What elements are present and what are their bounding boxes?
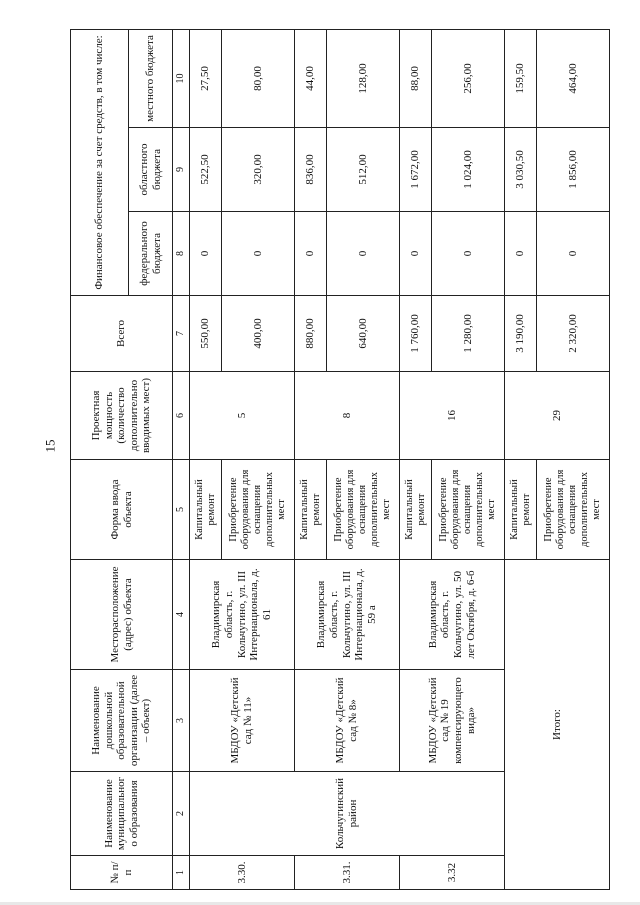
- total-cell: 1 280,00: [432, 296, 505, 372]
- federal-cell: 0: [222, 212, 295, 296]
- form-cell: Капитальный ремонт: [190, 460, 222, 560]
- location-cell: Владимирская область, г. Кольчугино, ул. 50 лет Октября, д. 6-б: [399, 560, 504, 670]
- federal-cell: 0: [190, 212, 222, 296]
- header-capacity: Проектная мощность (количество дополнительно вводимых мест): [71, 372, 173, 460]
- table-row: [190, 29, 222, 889]
- page-number: 15: [42, 439, 58, 453]
- header-total: Всего: [71, 296, 173, 372]
- header-federal: федерального бюджета: [129, 212, 173, 296]
- capacity-cell: 8: [294, 372, 399, 460]
- header-municipality: Наименование муниципального образования: [71, 772, 173, 856]
- form-cell: Капитальный ремонт: [504, 460, 536, 560]
- location-cell: Владимирская область, г. Кольчугино, ул. III Интернационала, д. 59 а: [294, 560, 399, 670]
- col-number: 5: [173, 460, 190, 560]
- table-rotation-frame: [70, 30, 610, 890]
- regional-cell: 320,00: [222, 128, 295, 212]
- col-number: 8: [173, 212, 190, 296]
- header-regional: областного бюджета: [129, 128, 173, 212]
- header-local: местного бюджета: [129, 29, 173, 127]
- federal-cell: 0: [537, 212, 610, 296]
- total-cell: 2 320,00: [537, 296, 610, 372]
- federal-cell: 0: [432, 212, 505, 296]
- header-form: Форма ввода объекта: [71, 460, 173, 560]
- itogo-label: Итого:: [504, 560, 609, 890]
- row-num: 3.32: [399, 856, 504, 890]
- regional-cell: 1 856,00: [537, 128, 610, 212]
- form-cell: Капитальный ремонт: [294, 460, 326, 560]
- header-location: Месторасположение (адрес) объекта: [71, 560, 173, 670]
- local-cell: 128,00: [327, 29, 400, 127]
- organization-cell: МБДОУ «Детский сад № 8»: [294, 670, 399, 772]
- regional-cell: 522,50: [190, 128, 222, 212]
- rotated-table-container: [70, 30, 610, 890]
- organization-cell: МБДОУ «Детский сад № 11»: [190, 670, 295, 772]
- local-cell: 88,00: [399, 29, 431, 127]
- form-cell: Приобретение оборудования для оснащения дополнительных мест: [327, 460, 400, 560]
- col-number: 3: [173, 670, 190, 772]
- federal-cell: 0: [399, 212, 431, 296]
- federal-cell: 0: [327, 212, 400, 296]
- organization-cell: МБДОУ «Детский сад № 19 компенсирующего вида»: [399, 670, 504, 772]
- location-cell: Владимирская область, г. Кольчугино, ул. III Интернационала, д. 61: [190, 560, 295, 670]
- form-cell: Капитальный ремонт: [399, 460, 431, 560]
- regional-cell: 836,00: [294, 128, 326, 212]
- total-cell: 550,00: [190, 296, 222, 372]
- local-cell: 80,00: [222, 29, 295, 127]
- financing-table: [70, 29, 610, 890]
- form-cell: Приобретение оборудования для оснащения дополнительных мест: [537, 460, 610, 560]
- regional-cell: 1 024,00: [432, 128, 505, 212]
- regional-cell: 3 030,50: [504, 128, 536, 212]
- municipality-cell: Кольчугинский район: [190, 772, 505, 856]
- regional-cell: 1 672,00: [399, 128, 431, 212]
- total-cell: 640,00: [327, 296, 400, 372]
- total-row: [504, 29, 536, 889]
- capacity-cell: 29: [504, 372, 609, 460]
- col-number: 4: [173, 560, 190, 670]
- total-cell: 3 190,00: [504, 296, 536, 372]
- total-cell: 1 760,00: [399, 296, 431, 372]
- row-num: 3.30.: [190, 856, 295, 890]
- header-organization: Наименование дошкольной образовательной организации (далее – объект): [71, 670, 173, 772]
- header-num: № п/п: [71, 856, 173, 890]
- row-num: 3.31.: [294, 856, 399, 890]
- local-cell: 159,50: [504, 29, 536, 127]
- col-number: 9: [173, 128, 190, 212]
- federal-cell: 0: [504, 212, 536, 296]
- col-number: 7: [173, 296, 190, 372]
- col-number: 6: [173, 372, 190, 460]
- table-row: [294, 29, 326, 889]
- local-cell: 27,50: [190, 29, 222, 127]
- capacity-cell: 16: [399, 372, 504, 460]
- regional-cell: 512,00: [327, 128, 400, 212]
- col-number: 2: [173, 772, 190, 856]
- local-cell: 256,00: [432, 29, 505, 127]
- col-number: 10: [173, 29, 190, 127]
- table-row: [399, 29, 431, 889]
- federal-cell: 0: [294, 212, 326, 296]
- header-financing: Финансовое обеспечение за счет средств, в том числе:: [71, 29, 129, 295]
- form-cell: Приобретение оборудования для оснащения дополнительных мест: [222, 460, 295, 560]
- total-cell: 400,00: [222, 296, 295, 372]
- col-number: 1: [173, 856, 190, 890]
- capacity-cell: 5: [190, 372, 295, 460]
- total-cell: 880,00: [294, 296, 326, 372]
- local-cell: 44,00: [294, 29, 326, 127]
- form-cell: Приобретение оборудования для оснащения дополнительных мест: [432, 460, 505, 560]
- local-cell: 464,00: [537, 29, 610, 127]
